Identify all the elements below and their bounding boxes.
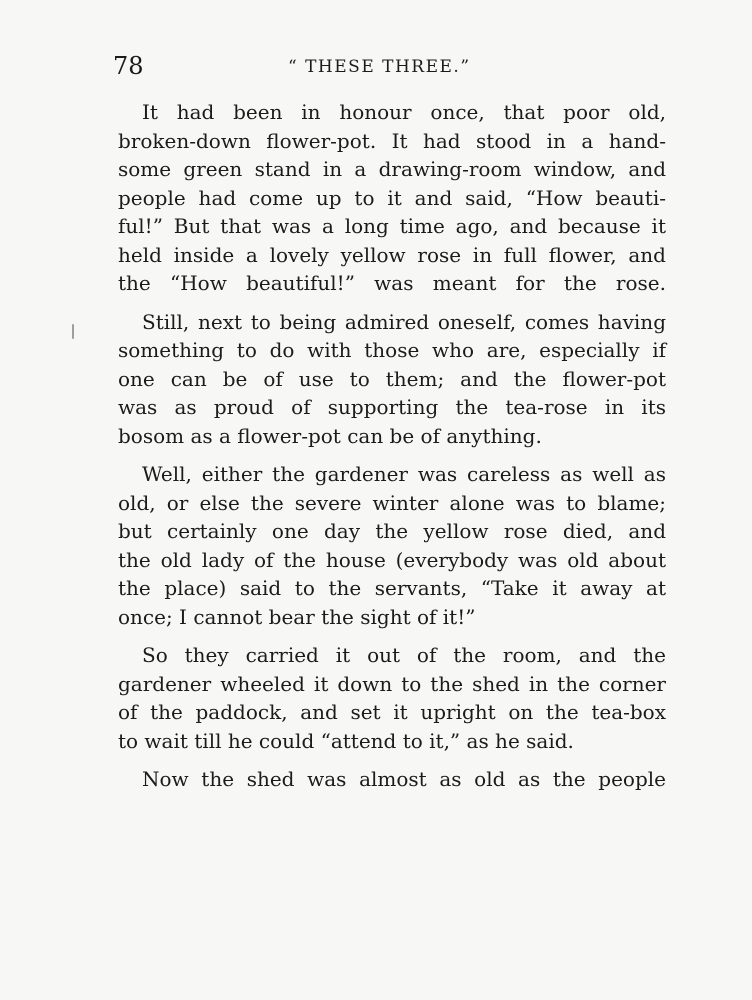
text-line: Well, either the gardener was careless as well as xyxy=(142,462,666,486)
text-line: So they carried it out of the room, and the xyxy=(142,643,666,667)
paragraph xyxy=(118,308,666,451)
text-line: of the paddock, and set it upright on the tea-box xyxy=(118,700,666,724)
page-header xyxy=(113,50,633,82)
paragraph xyxy=(118,460,666,631)
text-line: bosom as a flower-pot can be of anything. xyxy=(118,423,542,448)
text-line: old, or else the severe winter alone was to blame; xyxy=(118,490,666,515)
text-line: gardener wheeled it down to the shed in the corner xyxy=(118,671,666,696)
text-line: Still, next to being admired oneself, comes having xyxy=(142,309,666,334)
paragraph xyxy=(118,765,666,794)
text-line: Now the shed was almost as old as the people xyxy=(142,767,666,791)
text-line: once; I cannot bear the sight of it!” xyxy=(118,604,476,629)
paragraph xyxy=(118,641,666,755)
text-line: the “How beautiful!” was meant for the rose. xyxy=(118,271,666,295)
paper-speck xyxy=(72,324,74,339)
running-head: “ THESE THREE.” xyxy=(288,57,471,77)
text-line: people had come up to it and said, “How beauti- xyxy=(118,185,666,210)
text-line: one can be of use to them; and the flower-pot xyxy=(118,366,666,391)
text-line: broken-down flower-pot. It had stood in a hand- xyxy=(118,128,666,153)
text-line: was as proud of supporting the tea-rose in its xyxy=(118,395,666,419)
text-line: ful!” But that was a long time ago, and because it xyxy=(118,214,666,238)
text-line: the old lady of the house (everybody was old about xyxy=(118,547,666,572)
text-line: held inside a lovely yellow rose in full flower, and xyxy=(118,242,666,267)
text-line: but certainly one day the yellow rose died, and xyxy=(118,519,666,543)
page-number: 78 xyxy=(113,52,144,80)
text-line: some green stand in a drawing-room window, and xyxy=(118,157,666,181)
text-line: something to do with those who are, especially if xyxy=(118,338,666,362)
body-text xyxy=(118,98,666,804)
text-line: to wait till he could “attend to it,” as he said. xyxy=(118,728,574,753)
text-line: the place) said to the servants, “Take it away at xyxy=(118,576,666,600)
paragraph xyxy=(118,98,666,298)
text-line: It had been in honour once, that poor old, xyxy=(142,100,666,124)
